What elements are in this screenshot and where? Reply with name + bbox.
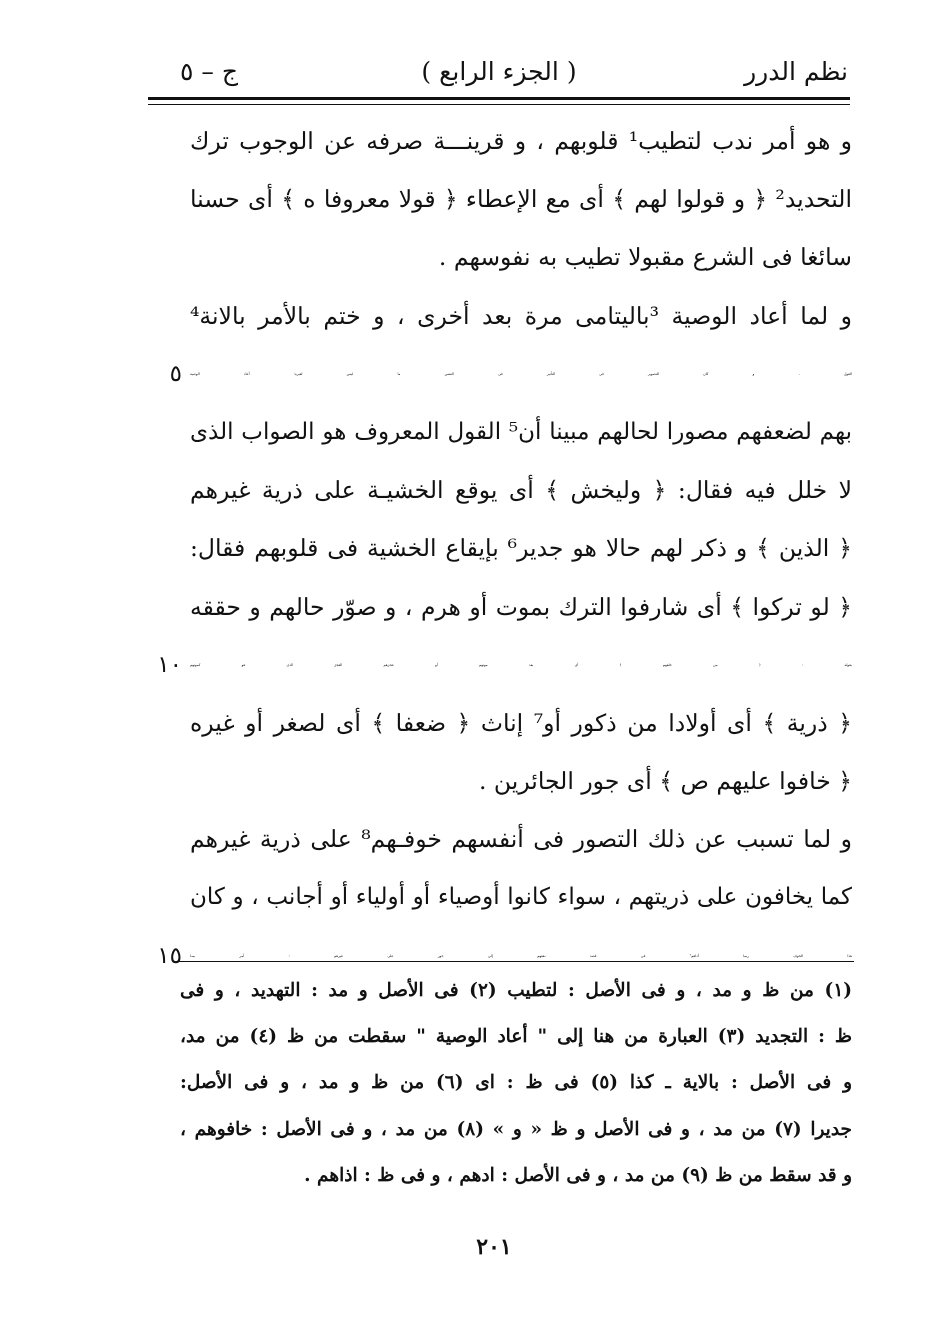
text-line: كما يخافون على ذريتهم ، سواء كانوا أوصياء أو أولياء أو أجانب ، و كان — [190, 884, 852, 911]
text-line: ﴿ الذين ﴾ و ذكر لهم حالا هو جدير⁶ بإيقاع الخشية فى قلوبهم فقال: — [190, 534, 853, 563]
footnote-line: و قد سقط من ظ (٩) من مد ، و فى الأصل : ادهم ، و فى ظ : اذاهم . — [304, 1164, 852, 1186]
footnote-rule — [178, 961, 854, 962]
footnote-line: جديرا (٧) من مد ، و فى الأصل و ظ « و » (٨) من مد ، و فى الأصل : خافوهم ، — [180, 1118, 852, 1140]
running-header — [150, 52, 848, 92]
footnotes — [180, 968, 852, 1199]
text-line: ﴿ خافوا عليهم ص ﴾ أى جور الجائرين . — [478, 767, 852, 796]
line-number: ٥ — [169, 360, 182, 387]
text-line: بقوله : ﴿ من خلفهم ﴾ أى بعد موتهم أو عجزهم العجزَ الذى هو كموتهم — [190, 662, 852, 667]
header-rule-thick — [148, 97, 850, 100]
text-line: بهم لضعفهم مصورا لحالهم مبينا أن⁵ القول المعروف هو الصواب الذى — [190, 418, 852, 445]
text-line: لا خلل فيه فقال: ﴿ وليخش ﴾ أى يوقع الخشيـة على ذرية غيرهم — [190, 476, 852, 505]
text-line: و لما أعاد الوصية ³باليتامى مرة بعد أخرى ، و ختم بالأمر بالانة⁴ — [190, 301, 852, 330]
line-number: ١٥ — [157, 942, 182, 969]
book-title: نظم الدرر — [744, 57, 848, 86]
footnote-line: (١) من ظ و مد ، و فى الأصل : لتطيب (٢) فى الأصل و مد : التهديد ، و فى — [180, 980, 853, 1001]
footnote-line: و فى الأصل : بالاية ـ كذا (٥) فى ظ : اى (٦) من ظ و مد ، و فى الأصل: — [180, 1072, 853, 1094]
line-number: ١٠ — [157, 651, 182, 678]
text-line: ﴿ لو تركوا ﴾ أى شارفوا الترك بموت أو هرم ، و صوّر حالهم و حققه — [190, 592, 852, 621]
text-line: سائغا فى الشرع مقبولا تطيب به نفوسهم . — [438, 243, 852, 272]
page-number: ٢٠١ — [476, 1234, 512, 1260]
text-line: القول ، و كان للتصوير فى التأثير فى النفس ما ليس لغيره؛ أعاد الوصية — [190, 371, 852, 376]
volume-label: ج – ٥ — [180, 57, 238, 86]
text-line-wrap — [169, 345, 852, 403]
text-line-wrap — [157, 636, 852, 694]
text-line: ﴿ ذرية ﴾ أى أولادا من ذكور أو⁷ إناث ﴿ ضعفا ﴾ أى لصغر أو غيره — [190, 708, 852, 737]
text-line: و هو أمر ندب لتطيب¹ قلوبهم ، و قرينـــة صرفه عن الوجوب ترك — [190, 127, 852, 155]
text-line: و لما تسبب عن ذلك التصور فى أنفسهم خوفـهم⁸ على ذرية غيرهم — [190, 825, 852, 854]
footnote-line: ظ : التجديد (٣) العبارة من هنا إلى " أعاد الوصية " سقطت من ظ (٤) من مد، — [180, 1026, 852, 1048]
part-label: ( الجزء الرابع ) — [421, 57, 577, 86]
body-text — [157, 112, 853, 985]
header-rule-thin — [148, 104, 850, 105]
text-line: التحديد² ﴿ و قولوا لهم ﴾ أى مع الإعطاء ﴿ قولا معروفا ه ﴾ أى حسنا — [190, 185, 852, 214]
text-line: هذا الخوف ربما أداهم⁹ فى قصد نفعهم إلى جور على غيرهم ؛ أمر بمـا — [190, 953, 852, 958]
